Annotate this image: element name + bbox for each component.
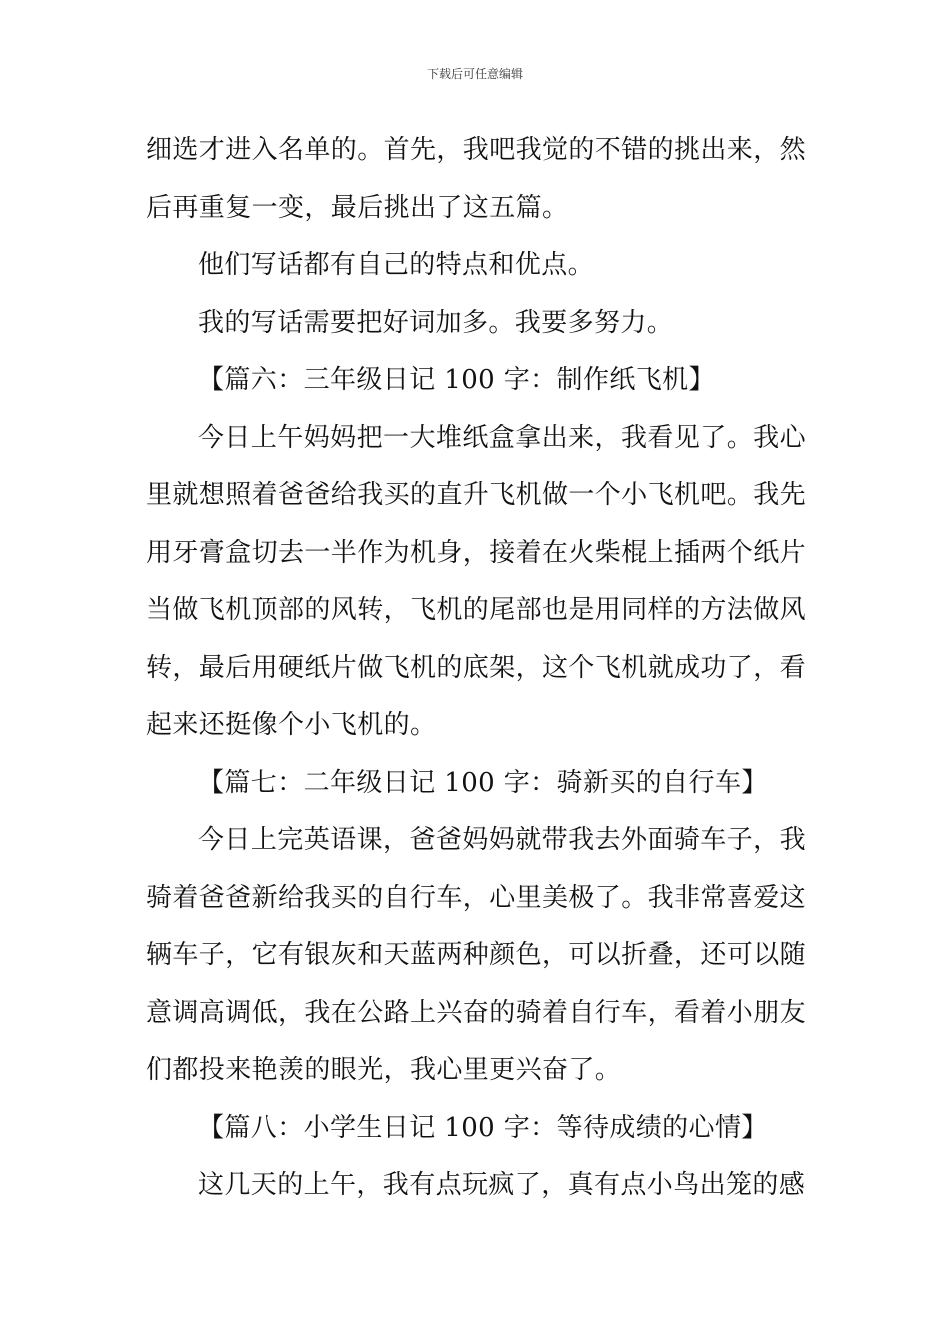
page-header: 下载后可任意编辑 [426,67,523,81]
document-body [146,122,806,1215]
paragraph: 这几天的上午，我有点玩疯了，真有点小鸟出笼的感 [198,1170,806,1200]
section-heading-seven: 【篇七：二年级日记 100 字：骑新买的自行车】 [198,767,768,798]
section-heading-eight: 【篇八：小学生日记 100 字：等待成绩的心情】 [198,1112,768,1143]
paragraph: 他们写话都有自己的特点和优点。 [198,250,595,280]
paragraph: 我的写话需要把好词加多。我要多努力。 [198,307,674,338]
paragraph: 今日上午妈妈把一大堆纸盒拿出来，我看见了。我心里就想照着爸爸给我买的直升飞机做一个小飞机吧。我先用牙膏盒切去一半作为机身，接着在火柴棍上插两个纸片当做飞机顶部的风转，飞机的尾部也是用同样的方法做风转，最后用硬纸片做飞机的底架，这个飞机就成功了，看起来还挺像个小飞机的。 [146,422,807,740]
paragraph: 今日上完英语课，爸爸妈妈就带我去外面骑车子，我骑着爸爸新给我买的自行车，心里美极了。我非常喜爱这辆车子，它有银灰和天蓝两种颜色，可以折叠，还可以随意调高调低，我在公路上兴奋的骑着自行车，看着小朋友们都投来艳羡的眼光，我心里更兴奋了。 [146,825,807,1085]
paragraph-continuation: 细选才进入名单的。首先，我吧我觉的不错的挑出来，然后再重复一变，最后挑出了这五篇。 [146,135,807,223]
section-heading-six: 【篇六：三年级日记 100 字：制作纸飞机】 [198,365,715,395]
